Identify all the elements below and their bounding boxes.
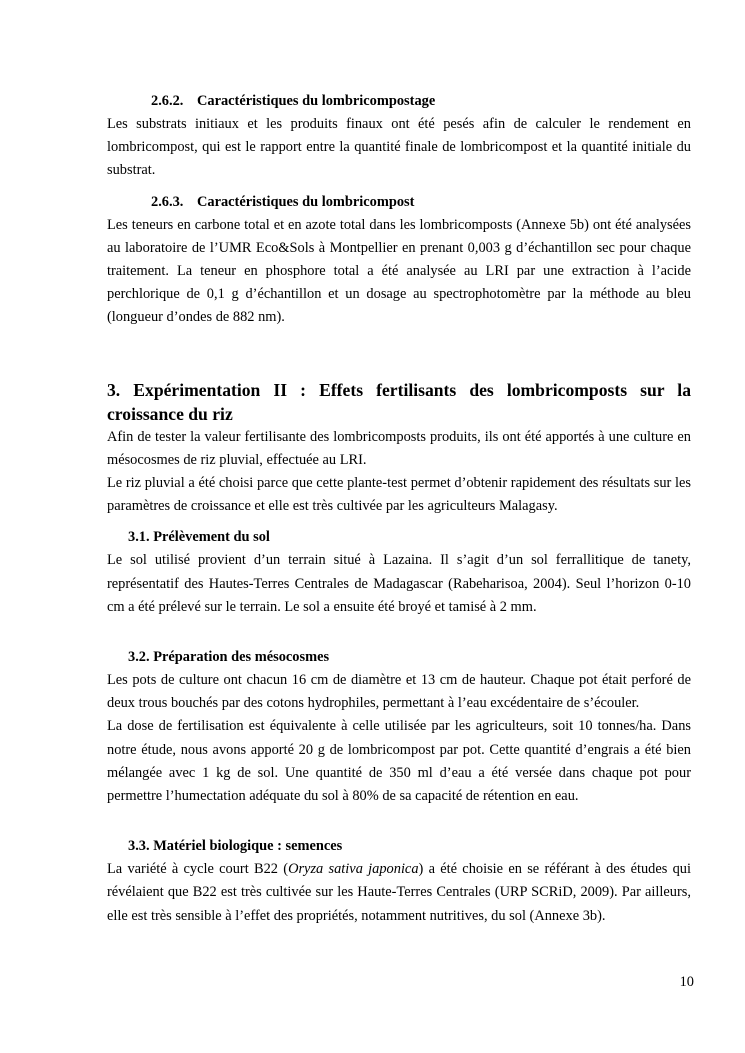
heading-number: 3.2. xyxy=(128,649,150,666)
paragraph-3-1: Le sol utilisé provient d’un terrain situé à Lazaina. Il s’agit d’un sol ferrallitique de tanety, représentatif des Hautes-Terres Centrales de Madagascar (Rabeharisoa, 2004). Seul l’horizon 0-10 cm a été prélevé sur le terrain. Le sol a ensuite été broyé et tamisé à 2 mm. xyxy=(107,552,691,615)
heading-title: Préparation des mésocosmes xyxy=(153,649,330,666)
heading-number: 2.6.2. xyxy=(151,93,184,109)
heading-3-1 xyxy=(107,526,691,549)
heading-2-6-3 xyxy=(107,191,691,214)
paragraph-text: La variété à cycle court B22 ( xyxy=(107,861,289,878)
heading-3-2 xyxy=(107,646,691,669)
paragraph-2-6-2: Les substrats initiaux et les produits finaux ont été pesés afin de calculer le rendement en lombricompost, qui est le rapport entre la quantité finale de lombricompost et la quantité initiale du substrat. xyxy=(107,116,691,179)
paragraph-3-intro: Afin de tester la valeur fertilisante des lombricomposts produits, ils ont été apportés à une culture en mésocosmes de riz pluvial, effectuée au LRI. xyxy=(107,428,691,468)
heading-title: Expérimentation II : Effets fertilisants des lombricomposts sur la croissance du riz xyxy=(107,379,691,424)
heading-number: 3. xyxy=(107,379,121,400)
heading-number: 3.1. xyxy=(128,529,150,546)
paragraph-3-2-pots: Les pots de culture ont chacun 16 cm de diamètre et 13 cm de hauteur. Chaque pot était perforé de deux trous bouchés par des cotons hydrophiles, permettant à l’eau excédentaire de s’écouler. xyxy=(107,672,691,712)
heading-title: Prélèvement du sol xyxy=(153,529,270,546)
page-number: 10 xyxy=(679,974,694,990)
document-page xyxy=(107,90,691,928)
paragraph-text: ) a été choisie en se référant à des études qui révélaient que B22 est très cultivée sur les Haute-Terres Centrales (URP SCRiD, 2009). Par ailleurs, elle est très sensible à l’effet des propriétés, notamment nutritives, du sol (Annexe 3b). xyxy=(107,861,691,924)
heading-title: Matériel biologique : semences xyxy=(153,838,343,855)
heading-title: Caractéristiques du lombricompostage xyxy=(197,93,436,109)
heading-number: 2.6.3. xyxy=(151,193,184,210)
paragraph-3-3 xyxy=(107,858,691,928)
heading-title: Caractéristiques du lombricompost xyxy=(197,193,415,210)
paragraph-2-6-3: Les teneurs en carbone total et en azote total dans les lombricomposts (Annexe 5b) ont été analysées au laboratoire de l’UMR Eco&Sols à Montpellier en prenant 0,003 g d’échantillon sec pour chaque traitement. La teneur en phosphore total a été analysée au LRI par une extraction à l’acide perchlorique de 0,1 g d’échantillon et un dosage au spectrophotomètre par la méthode au bleu (longueur d’ondes de 882 nm). xyxy=(107,216,691,326)
heading-3-3 xyxy=(107,835,691,858)
heading-3 xyxy=(107,378,691,426)
paragraph-3-2-dose: La dose de fertilisation est équivalente à celle utilisée par les agriculteurs, soit 10 tonnes/ha. Dans notre étude, nous avons apporté 20 g de lombricompost par pot. Cette quantité d’engrais a été bien mélangée avec 1 kg de sol. Une quantité de 350 ml d’eau a été versée dans chaque pot pour permettre l’humectation adéquate du sol à 80% de sa capacité de rétention en eau. xyxy=(107,718,691,805)
paragraph-3-rice: Le riz pluvial a été choisi parce que cette plante-test permet d’obtenir rapidement des résultats sur les paramètres de croissance et elle est très cultivée par les agriculteurs Malagasy. xyxy=(107,475,691,515)
species-name: Oryza sativa japonica xyxy=(288,861,419,878)
heading-2-6-2 xyxy=(107,90,691,113)
heading-number: 3.3. xyxy=(128,838,150,855)
